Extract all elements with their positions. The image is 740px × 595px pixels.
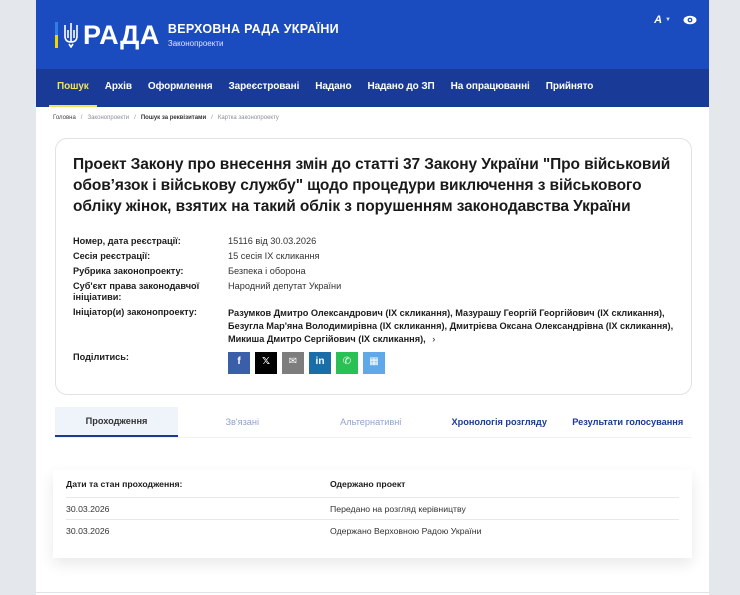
- table-row: [66, 498, 679, 520]
- column-header: Одержано проект: [330, 478, 406, 489]
- tab-passage[interactable]: Проходження: [55, 407, 178, 437]
- prop-row-session: [73, 251, 678, 262]
- column-header: Дати та стан проходження:: [66, 478, 183, 489]
- bill-title: Проект Закону про внесення змін до статті 37 Закону України "Про військовий обов’язок і військову службу" щодо процедури виключення з військового обліку жінок, взятих на такий облік з порушенням законодавства України: [73, 156, 671, 215]
- nav-item-adopted[interactable]: Прийнято: [545, 81, 594, 92]
- nav-item-registered[interactable]: Зареєстровані: [228, 81, 300, 92]
- linkedin-share-button[interactable]: in: [309, 352, 331, 374]
- page: [36, 0, 709, 595]
- passage-table: [53, 470, 692, 558]
- prop-value: 15 сесія IX скликання: [228, 251, 320, 261]
- prop-row-rubric: [73, 266, 678, 277]
- prop-label: Ініціатор(и) законопроекту:: [73, 306, 197, 317]
- prop-label: Рубрика законопроекту:: [73, 266, 184, 276]
- site-logo[interactable]: [55, 22, 339, 48]
- initiators-list: [228, 307, 678, 346]
- breadcrumb-search[interactable]: Пошук за реквізитами: [140, 115, 207, 121]
- chevron-down-icon: ▼: [665, 17, 671, 23]
- site-subtitle: Законопроекти: [167, 39, 224, 48]
- row-status: Передано на розгляд керівництву: [330, 503, 466, 514]
- tab-voting-results[interactable]: Результати голосування: [572, 417, 684, 427]
- tab-chronology[interactable]: Хронологія розгляду: [451, 417, 547, 427]
- share-buttons: [228, 352, 385, 374]
- facebook-share-button[interactable]: f: [228, 352, 250, 374]
- email-share-button[interactable]: ✉: [282, 352, 304, 374]
- logo-word: РАДА: [83, 20, 160, 50]
- breadcrumb-bills[interactable]: Законопроекти: [87, 115, 130, 121]
- prop-label: Сесія реєстрації:: [73, 251, 151, 261]
- initiators-text: Разумков Дмитро Олександрович (IX скликання), Мазурашу Георгій Георгійович (IX скликання), Безугла Мар'яна Володимирівна (IX скликання), Дмитрієва Оксана Олександрівна (IX скликання), Микиша Дмитро Сергійович (IX скликання),: [228, 307, 674, 344]
- tab-alternative[interactable]: Альтернативні: [340, 417, 402, 427]
- bill-tabs: [55, 407, 692, 438]
- main-nav: [36, 69, 709, 107]
- nav-item-submitted-zp[interactable]: Надано до ЗП: [367, 81, 435, 92]
- row-date: 30.03.2026: [66, 526, 110, 536]
- qr-code-button[interactable]: ▦: [363, 352, 385, 374]
- table-header: [66, 470, 679, 498]
- breadcrumb-separator: /: [211, 115, 213, 121]
- prop-row-share: [73, 352, 678, 374]
- share-label: Поділитись:: [73, 351, 129, 362]
- breadcrumb-home[interactable]: Головна: [53, 115, 76, 121]
- prop-value: Народний депутат України: [228, 281, 342, 291]
- bill-properties: [73, 236, 678, 378]
- prop-value: 15116 від 30.03.2026: [228, 236, 317, 246]
- site-title: ВЕРХОВНА РАДА УКРАЇНИ: [167, 22, 339, 36]
- row-date: 30.03.2026: [66, 503, 110, 514]
- nav-item-search[interactable]: Пошук: [49, 69, 97, 107]
- breadcrumb-current: Картка законопроекту: [217, 115, 279, 121]
- row-status: Одержано Верховною Радою України: [330, 526, 482, 536]
- breadcrumb: [36, 107, 709, 129]
- site-header: [36, 0, 709, 69]
- footer-divider: [36, 592, 709, 593]
- tab-related[interactable]: Зв'язані: [225, 417, 260, 427]
- prop-label: Суб'єкт права законодавчої ініціативи:: [73, 281, 200, 302]
- flag-icon: [55, 22, 58, 48]
- breadcrumb-separator: /: [80, 115, 83, 121]
- nav-item-submitted[interactable]: Надано: [315, 81, 352, 92]
- table-row: [66, 520, 679, 542]
- prop-label: Номер, дата реєстрації:: [73, 236, 181, 246]
- nav-item-archive[interactable]: Архів: [104, 81, 132, 92]
- x-share-button[interactable]: 𝕏: [255, 352, 277, 374]
- prop-row-subject: [73, 281, 678, 302]
- nav-item-processing[interactable]: На опрацюванні: [450, 81, 530, 92]
- trident-icon: [62, 22, 80, 48]
- font-size-label: A: [654, 14, 663, 26]
- font-size-button[interactable]: [654, 14, 671, 26]
- bill-card: [55, 138, 692, 395]
- breadcrumb-separator: /: [134, 115, 136, 121]
- eye-icon[interactable]: [683, 15, 697, 25]
- whatsapp-share-button[interactable]: ✆: [336, 352, 358, 374]
- prop-row-initiators: [73, 307, 678, 346]
- more-initiators-button[interactable]: ›: [432, 333, 436, 344]
- nav-item-drafting[interactable]: Оформлення: [147, 81, 213, 92]
- prop-value: Безпека і оборона: [228, 266, 306, 276]
- prop-row-number: [73, 236, 678, 247]
